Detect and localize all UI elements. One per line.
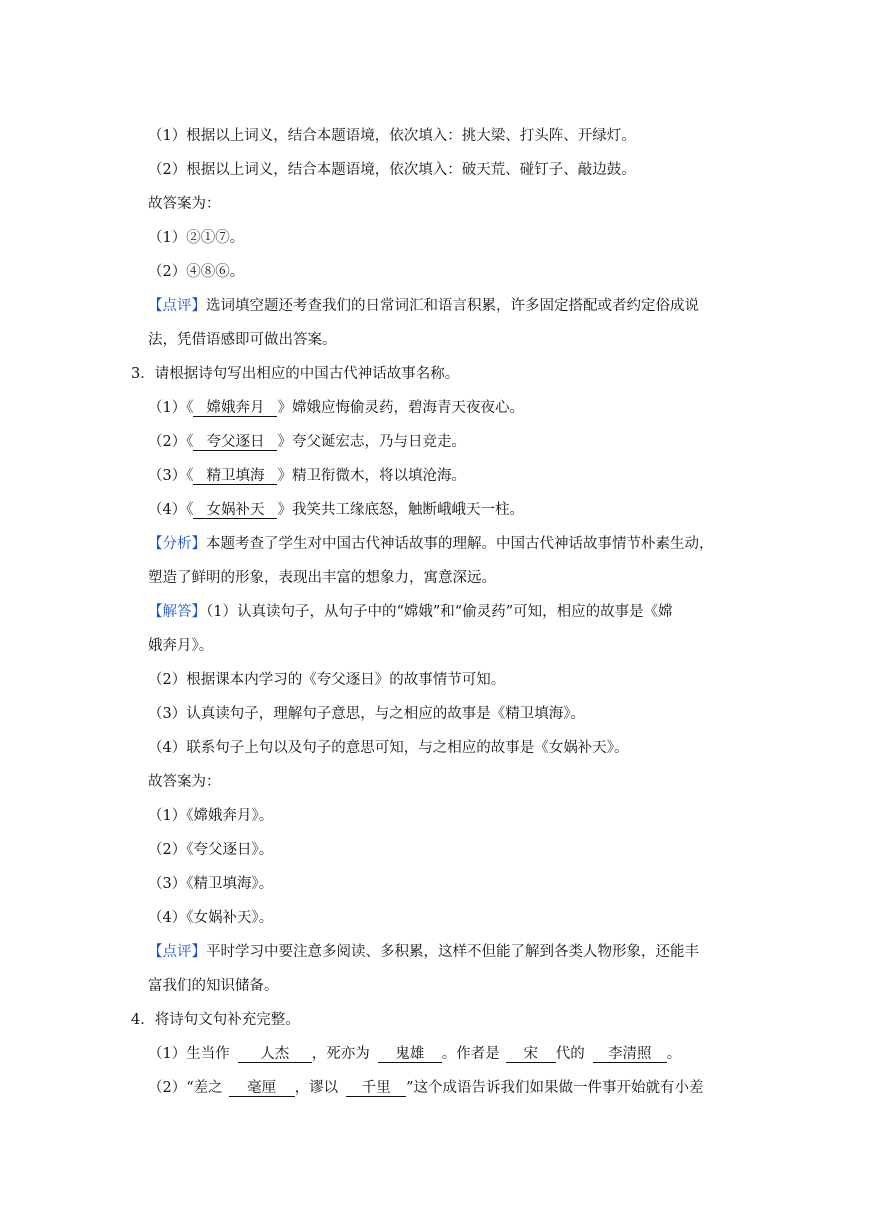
question-title: 4．将诗句文句补充完整。 bbox=[131, 1012, 300, 1028]
solution-line: 娥奔月》。 bbox=[148, 638, 214, 654]
answer-line: （1）根据以上词义，结合本题语境，依次填入：挑大梁、打头阵、开绿灯。 bbox=[148, 128, 636, 144]
question-item: （2）《 夸父逐日 》夸父诞宏志，乃与日竞走。 bbox=[148, 434, 466, 450]
comment-line bbox=[148, 296, 699, 316]
answer-line: （4）《女娲补天》。 bbox=[148, 910, 274, 926]
solution-line: （2）根据课本内学习的《夸父逐日》的故事情节可知。 bbox=[148, 672, 506, 688]
answer-blank: 毫厘 bbox=[229, 1080, 295, 1097]
solution-text: （1）认真读句子，从句子中的“嫦娥”和“偷灵药”可知，相应的故事是《嫦 bbox=[206, 604, 673, 620]
analysis-tag: 【分析】 bbox=[148, 536, 206, 552]
comment-line: 法，凭借语感即可做出答案。 bbox=[148, 332, 337, 348]
solution-tag: 【解答】 bbox=[148, 604, 206, 620]
answer-line: （1）②①⑦。 bbox=[148, 230, 245, 246]
solution-line: （4）联系句子上句以及句子的意思可知，与之相应的故事是《女娲补天》。 bbox=[148, 740, 629, 756]
question-title: 3．请根据诗句写出相应的中国古代神话故事名称。 bbox=[131, 366, 460, 382]
answer-blank: 鬼雄 bbox=[378, 1046, 442, 1063]
answer-line: （2）根据以上词义，结合本题语境，依次填入：破天荒、碰钉子、敲边鼓。 bbox=[148, 162, 636, 178]
solution-line: （3）认真读句子，理解句子意思，与之相应的故事是《精卫填海》。 bbox=[148, 706, 585, 722]
question-item: （1）《 嫦娥奔月 》嫦娥应悔偷灵药，碧海青天夜夜心。 bbox=[148, 400, 524, 416]
comment-tag: 【点评】 bbox=[148, 298, 206, 314]
analysis-text: 本题考查了学生对中国古代神话故事的理解。中国古代神话故事情节朴素生动， bbox=[206, 536, 714, 552]
answer-blank: 人杰 bbox=[238, 1046, 312, 1063]
comment-line: 富我们的知识储备。 bbox=[148, 978, 279, 994]
comment-line bbox=[148, 942, 699, 962]
answer-line: （2）④⑧⑥。 bbox=[148, 264, 245, 280]
answer-blank: 精卫填海 bbox=[193, 468, 277, 485]
answer-blank: 宋 bbox=[506, 1046, 556, 1063]
comment-tag: 【点评】 bbox=[148, 944, 206, 960]
answer-line: （3）《精卫填海》。 bbox=[148, 876, 274, 892]
answer-blank: 夸父逐日 bbox=[193, 434, 277, 451]
answer-label: 故答案为： bbox=[148, 196, 221, 212]
question-item: （1）生当作 人杰 ，死亦为 鬼雄 。作者是 宋 代的 李清照 。 bbox=[148, 1046, 682, 1062]
question-item: （3）《 精卫填海 》精卫衔微木，将以填沧海。 bbox=[148, 468, 466, 484]
answer-label: 故答案为： bbox=[148, 774, 221, 790]
answer-blank: 嫦娥奔月 bbox=[193, 400, 277, 417]
comment-text: 选词填空题还考查我们的日常词汇和语言积累，许多固定搭配或者约定俗成说 bbox=[206, 298, 699, 314]
answer-line: （2）《夸父逐日》。 bbox=[148, 842, 274, 858]
answer-blank: 女娲补天 bbox=[193, 502, 277, 519]
analysis-line bbox=[148, 534, 714, 554]
solution-line bbox=[148, 602, 673, 622]
answer-blank: 千里 bbox=[346, 1080, 406, 1097]
question-item: （4）《 女娲补天 》我笑共工缘底怒，触断峨峨天一柱。 bbox=[148, 502, 524, 518]
answer-line: （1）《嫦娥奔月》。 bbox=[148, 808, 274, 824]
analysis-line: 塑造了鲜明的形象，表现出丰富的想象力，寓意深远。 bbox=[148, 570, 496, 586]
comment-text: 平时学习中要注意多阅读、多积累，这样不但能了解到各类人物形象，还能丰 bbox=[206, 944, 699, 960]
question-item: （2）“差之 毫厘 ，谬以 千里 ”这个成语告诉我们如果做一件事开始就有小差 bbox=[148, 1080, 704, 1096]
answer-blank: 李清照 bbox=[593, 1046, 667, 1063]
